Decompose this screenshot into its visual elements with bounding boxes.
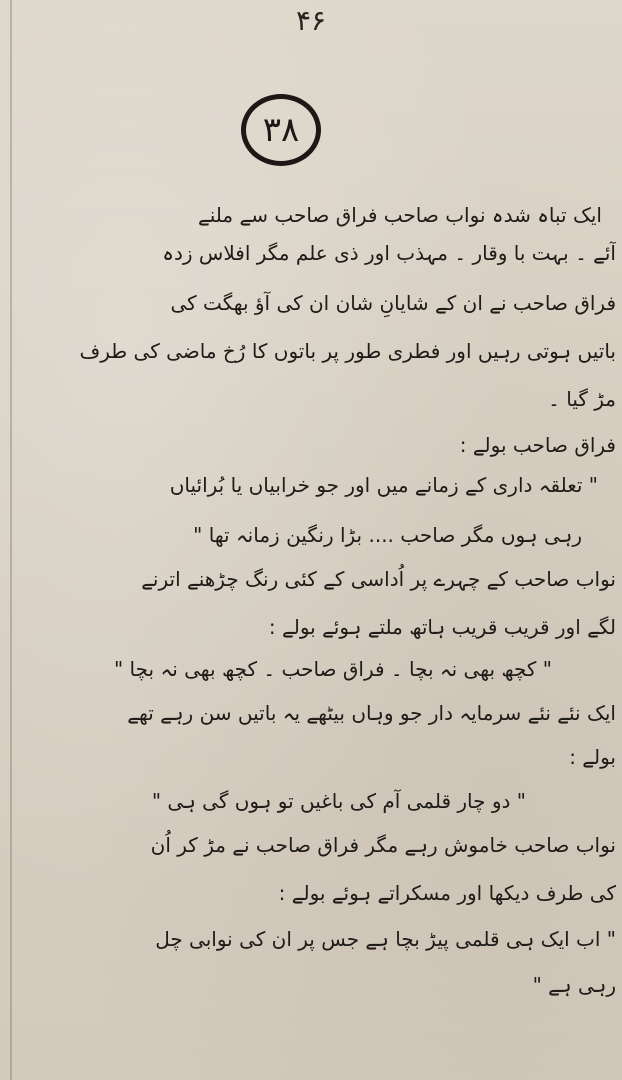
text-line: ایک تباہ شدہ نواب صاحب فراق صاحب سے ملنے bbox=[198, 203, 602, 227]
text-line: " اب ایک ہی قلمی پیڑ بچا ہے جس پر ان کی نوابی چل bbox=[155, 927, 616, 951]
text-line: نواب صاحب خاموش رہے مگر فراق صاحب نے مڑ کر اُن bbox=[150, 833, 616, 857]
page-number: ۴۶ bbox=[295, 4, 327, 37]
chapter-number-circle bbox=[241, 94, 321, 166]
text-line: ایک نئے نئے سرمایہ دار جو وہاں بیٹھے یہ باتیں سن رہے تھے bbox=[127, 701, 616, 725]
chapter-number: ۳۸ bbox=[262, 110, 300, 150]
text-line: کی طرف دیکھا اور مسکراتے ہوئے بولے : bbox=[278, 881, 616, 905]
text-line: مڑ گیا ۔ bbox=[548, 387, 616, 411]
text-line: رہی ہوں مگر صاحب .... بڑا رنگین زمانہ تھا " bbox=[193, 523, 582, 547]
text-line: بولے : bbox=[569, 745, 616, 769]
text-line: آئے ۔ بہت با وقار ۔ مہذب اور ذی علم مگر افلاس زدہ bbox=[162, 241, 616, 265]
text-line: " کچھ بھی نہ بچا ۔ فراق صاحب ۔ کچھ بھی نہ بچا " bbox=[114, 657, 552, 681]
text-line: " تعلقہ داری کے زمانے میں اور جو خرابیاں یا بُرائیاں bbox=[169, 473, 598, 497]
text-line: لگے اور قریب قریب ہاتھ ملتے ہوئے بولے : bbox=[268, 615, 616, 639]
text-line: فراق صاحب بولے : bbox=[459, 433, 616, 457]
text-line: رہی ہے " bbox=[532, 973, 616, 997]
text-line: باتیں ہوتی رہیں اور فطری طور پر باتوں کا رُخ ماضی کی طرف bbox=[79, 339, 616, 363]
text-line: فراق صاحب نے ان کے شایانِ شان ان کی آؤ بھگت کی bbox=[170, 291, 616, 315]
text-line: نواب صاحب کے چہرے پر اُداسی کے کئی رنگ چڑھنے اترنے bbox=[141, 567, 616, 591]
page-fold-line bbox=[10, 0, 12, 1080]
text-line: " دو چار قلمی آم کی باغیں تو ہوں گی ہی " bbox=[151, 789, 526, 813]
